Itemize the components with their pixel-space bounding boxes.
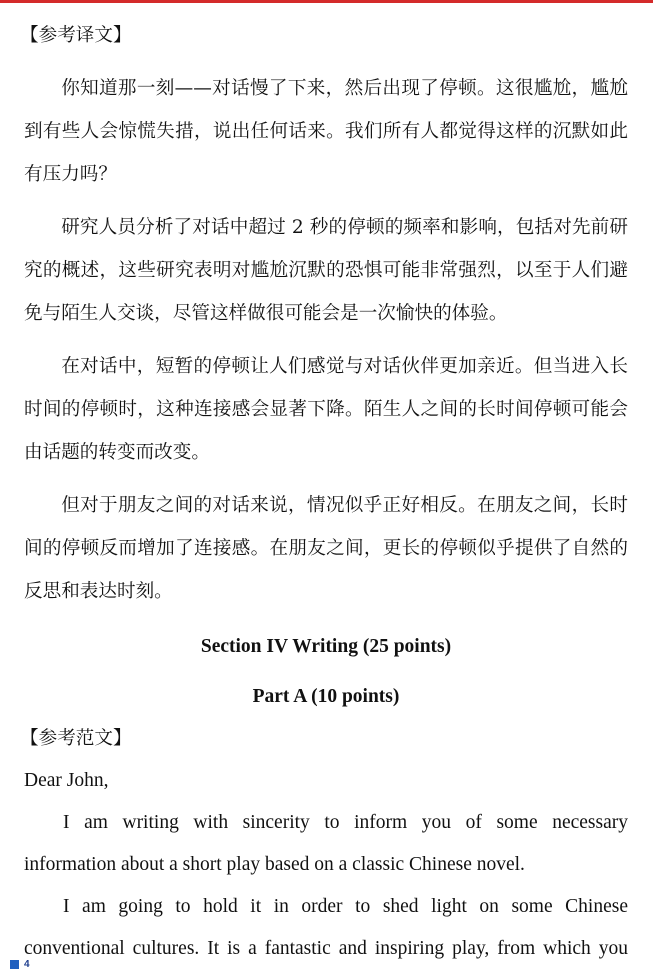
page-number: 4 bbox=[24, 958, 30, 970]
top-rule bbox=[0, 0, 653, 3]
translation-paragraph-4: 但对于朋友之间的对话来说，情况似乎正好相反。在朋友之间，长时间的停顿反而增加了连接感。在朋友之间，更长的停顿似乎提供了自然的反思和表达时刻。 bbox=[24, 495, 628, 602]
essay-paragraph-1-line-2: information about a short play based on a classic Chinese novel. bbox=[24, 854, 525, 875]
translation-paragraph-3: 在对话中，短暂的停顿让人们感觉与对话伙伴更加亲近。但当进入长时间的停顿时，这种连接感会显著下降。陌生人之间的长时间停顿可能会由话题的转变而改变。 bbox=[24, 356, 628, 463]
translation-paragraph-1: 你知道那一刻——对话慢了下来，然后出现了停顿。这很尴尬，尴尬到有些人会惊慌失措，说出任何话来。我们所有人都觉得这样的沉默如此有压力吗？ bbox=[24, 78, 628, 185]
page-content bbox=[20, 14, 628, 970]
translation-paragraph-2: 研究人员分析了对话中超过 2 秒的停顿的频率和影响，包括对先前研究的概述，这些研究表明对尴尬沉默的恐惧可能非常强烈，以至于人们避免与陌生人交谈，尽管这样做很可能会是一次愉快的体验。 bbox=[24, 217, 628, 324]
model-essay-tag: 【参考范文】 bbox=[20, 728, 132, 749]
essay-paragraph-2-line-2: conventional cultures. It is a fantastic and inspiring play, from which you bbox=[24, 938, 628, 959]
footer-square-icon bbox=[10, 960, 19, 969]
salutation: Dear John, bbox=[24, 770, 109, 791]
section-heading: Section IV Writing (25 points) bbox=[200, 636, 452, 657]
part-heading: Part A (10 points) bbox=[252, 686, 400, 707]
translation-tag: 【参考译文】 bbox=[20, 25, 132, 46]
essay-paragraph-1-line-1: I am writing with sincerity to inform you of some necessary bbox=[63, 812, 628, 833]
essay-paragraph-2-line-1: I am going to hold it in order to shed light on some Chinese bbox=[63, 896, 628, 917]
page-footer bbox=[10, 957, 30, 971]
